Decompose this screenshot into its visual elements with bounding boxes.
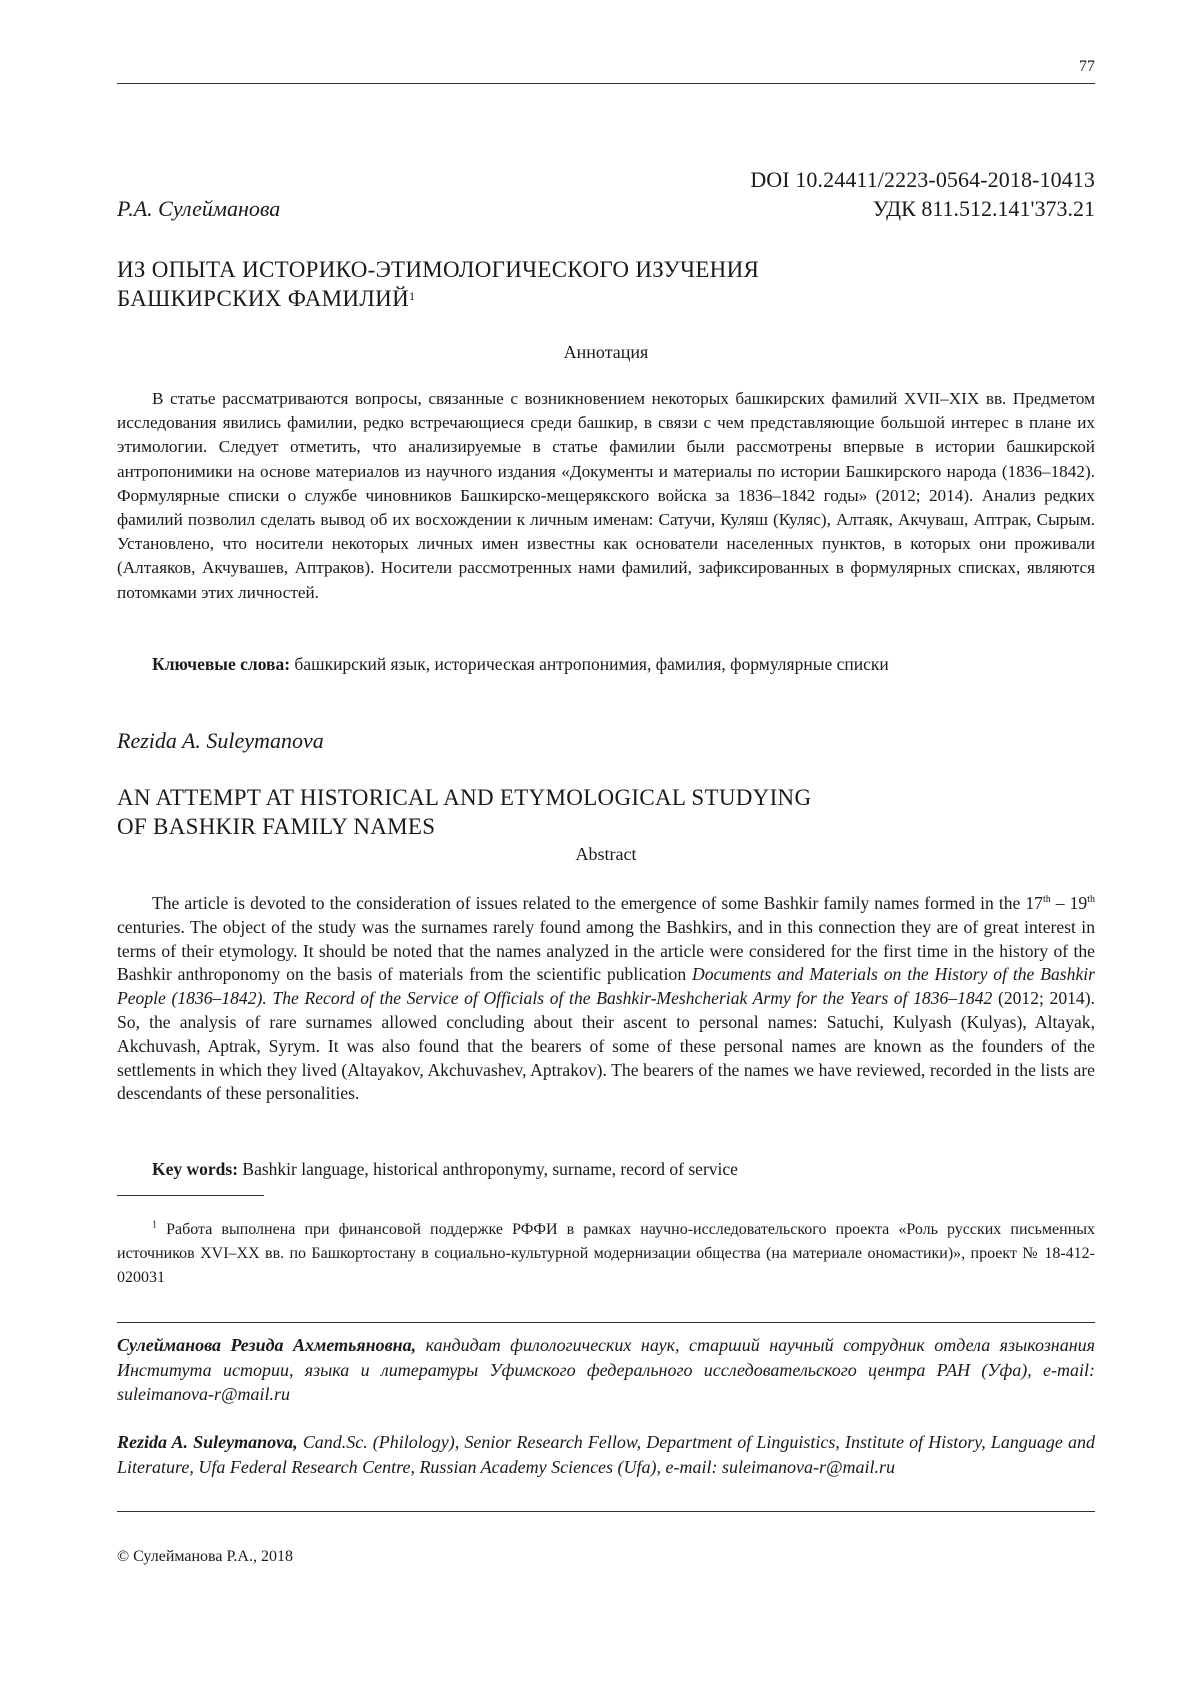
keywords-en: [152, 1159, 738, 1180]
title-ru-line2: [117, 284, 1095, 313]
bio-en-name: Rezida A. Suleymanova,: [117, 1432, 298, 1452]
title-en-line2: OF BASHKIR FAMILY NAMES: [117, 814, 436, 839]
bio-en: [117, 1430, 1095, 1479]
keywords-ru: [152, 654, 889, 675]
abstract-en-sup2: th: [1087, 894, 1095, 906]
udk: УДК 811.512.141'373.21: [872, 196, 1095, 221]
bio-ru-name: Сулейманова Резида Ахметьяновна,: [117, 1335, 417, 1355]
title-en: [117, 783, 1095, 841]
bio-rule-top: [117, 1322, 1095, 1323]
footnote-text: Работа выполнена при финансовой поддержке РФФИ в рамках научно-исследовательского проекта «Роль русских письменных источников XVI–XX вв. по Башкортостану в социально-культурной модернизации общества (на материале ономастики)», проект № 18-412-020031: [117, 1221, 1096, 1286]
bio-ru-text: кандидат филологических наук, старший научный сотрудник отдела языкознания Института истории, языка и литературы Уфимского федерального исследовательского центра РАН (Уфа), e-mail: suleimanova-r@mail.ru: [117, 1335, 1095, 1404]
copyright: © Сулейманова Р.А., 2018: [117, 1548, 293, 1565]
page-number: 77: [1079, 58, 1095, 75]
footnote-mark: 1: [152, 1219, 157, 1231]
abstract-en-sup1: th: [1042, 894, 1051, 906]
keywords-en-label: Key words:: [152, 1159, 239, 1179]
title-ru-line1: ИЗ ОПЫТА ИСТОРИКО-ЭТИМОЛОГИЧЕСКОГО ИЗУЧЕНИЯ: [117, 257, 760, 282]
title-ru: [117, 255, 1095, 313]
title-ru-line2-text: БАШКИРСКИХ ФАМИЛИЙ: [117, 286, 410, 311]
footnote: [117, 1218, 1095, 1290]
bio-en-text: Cand.Sc. (Philology), Senior Research Fellow, Department of Linguistics, Institute of History, Language and Literature, Ufa Federal Research Centre, Russian Academy Sciences (Ufa), e-mail: suleimanova-r@mail.ru: [117, 1432, 1095, 1477]
annotation-ru: В статье рассматриваются вопросы, связанные с возникновением некоторых башкирских фамилий XVII–XIX вв. Предметом исследования явились фамилии, редко встречающиеся среди башкир, в связи с чем представляющие большой интерес в плане их этимологии. Следует отметить, что анализируемые в статье фамилии были рассмотрены впервые в истории башкирской антропонимики на основе материалов из научного издания «Документы и материалы по истории Башкирского народа (1836–1842). Формулярные списки о службе чиновников Башкирско-мещерякского войска за 1836–1842 годы» (2012; 2014). Анализ редких фамилий позволил сделать вывод об их восхождении к личным именам: Сатучи, Куляш (Куляс), Алтаяк, Акчуваш, Аптрак, Сырым. Установлено, что носители некоторых личных имен известны как основатели населенных пунктов, в которых они проживали (Алтаяков, Акчувашев, Аптраков). Носители рассмотренных нами фамилий, зафиксированных в формулярных списках, являются потомками этих личностей.: [117, 389, 1095, 602]
keywords-ru-label: Ключевые слова:: [152, 654, 291, 674]
abstract-en-publication-title: Documents and Materials on the History of the Bashkir People (1836–1842). The Record of the Service of Officials of the Bashkir-Meshcheriak Army for the Years of 1836–1842: [117, 964, 1095, 1009]
author-ru: Р.А. Сулейманова: [117, 196, 281, 221]
annotation-heading: Аннотация: [563, 342, 649, 362]
abstract-en-part1: The article is devoted to the consideration of issues related to the emergence of some Bashkir family names formed in the 17: [152, 893, 1043, 913]
doi: DOI 10.24411/2223-0564-2018-10413: [750, 167, 1095, 192]
title-en-line1: AN ATTEMPT AT HISTORICAL AND ETYMOLOGICAL STUDYING: [117, 785, 812, 810]
abstract-en: [117, 892, 1095, 1106]
abstract-en-part3: centuries. The object of the study was the surnames rarely found among the Bashkirs, and in this connection they are of great interest in terms of their etymology. It should be noted that the names analyzed in the article were considered for the first time in the history of the Bashkir anthroponomy on the basis of materials from the scientific publication: [117, 916, 1095, 985]
header-rule: [117, 83, 1095, 84]
abstract-heading: Abstract: [575, 844, 637, 864]
abstract-en-part4: (2012; 2014). So, the analysis of rare surnames allowed concluding about their ascent to personal names: Satuchi, Kulyash (Kulyas), Altayak, Akchuvash, Aptrak, Syrym. It was also found that the bearers of some of these personal names are known as the founders of the settlements in which they lived (Altayakov, Akchuvashev, Aptrakov). The bearers of the names we have reviewed, recorded in the lists are descendants of these personalities.: [117, 988, 1095, 1104]
keywords-ru-text: башкирский язык, историческая антропонимия, фамилия, формулярные списки: [294, 654, 889, 674]
keywords-en-text: Bashkir language, historical anthroponymy, surname, record of service: [242, 1159, 738, 1179]
author-en: Rezida A. Suleymanova: [117, 728, 324, 753]
bio-ru: [117, 1333, 1095, 1407]
abstract-en-part2: – 19: [1050, 893, 1088, 913]
bio-rule-bottom: [117, 1511, 1095, 1512]
footnote-rule: [117, 1195, 264, 1196]
title-footnote-mark[interactable]: 1: [409, 289, 416, 303]
